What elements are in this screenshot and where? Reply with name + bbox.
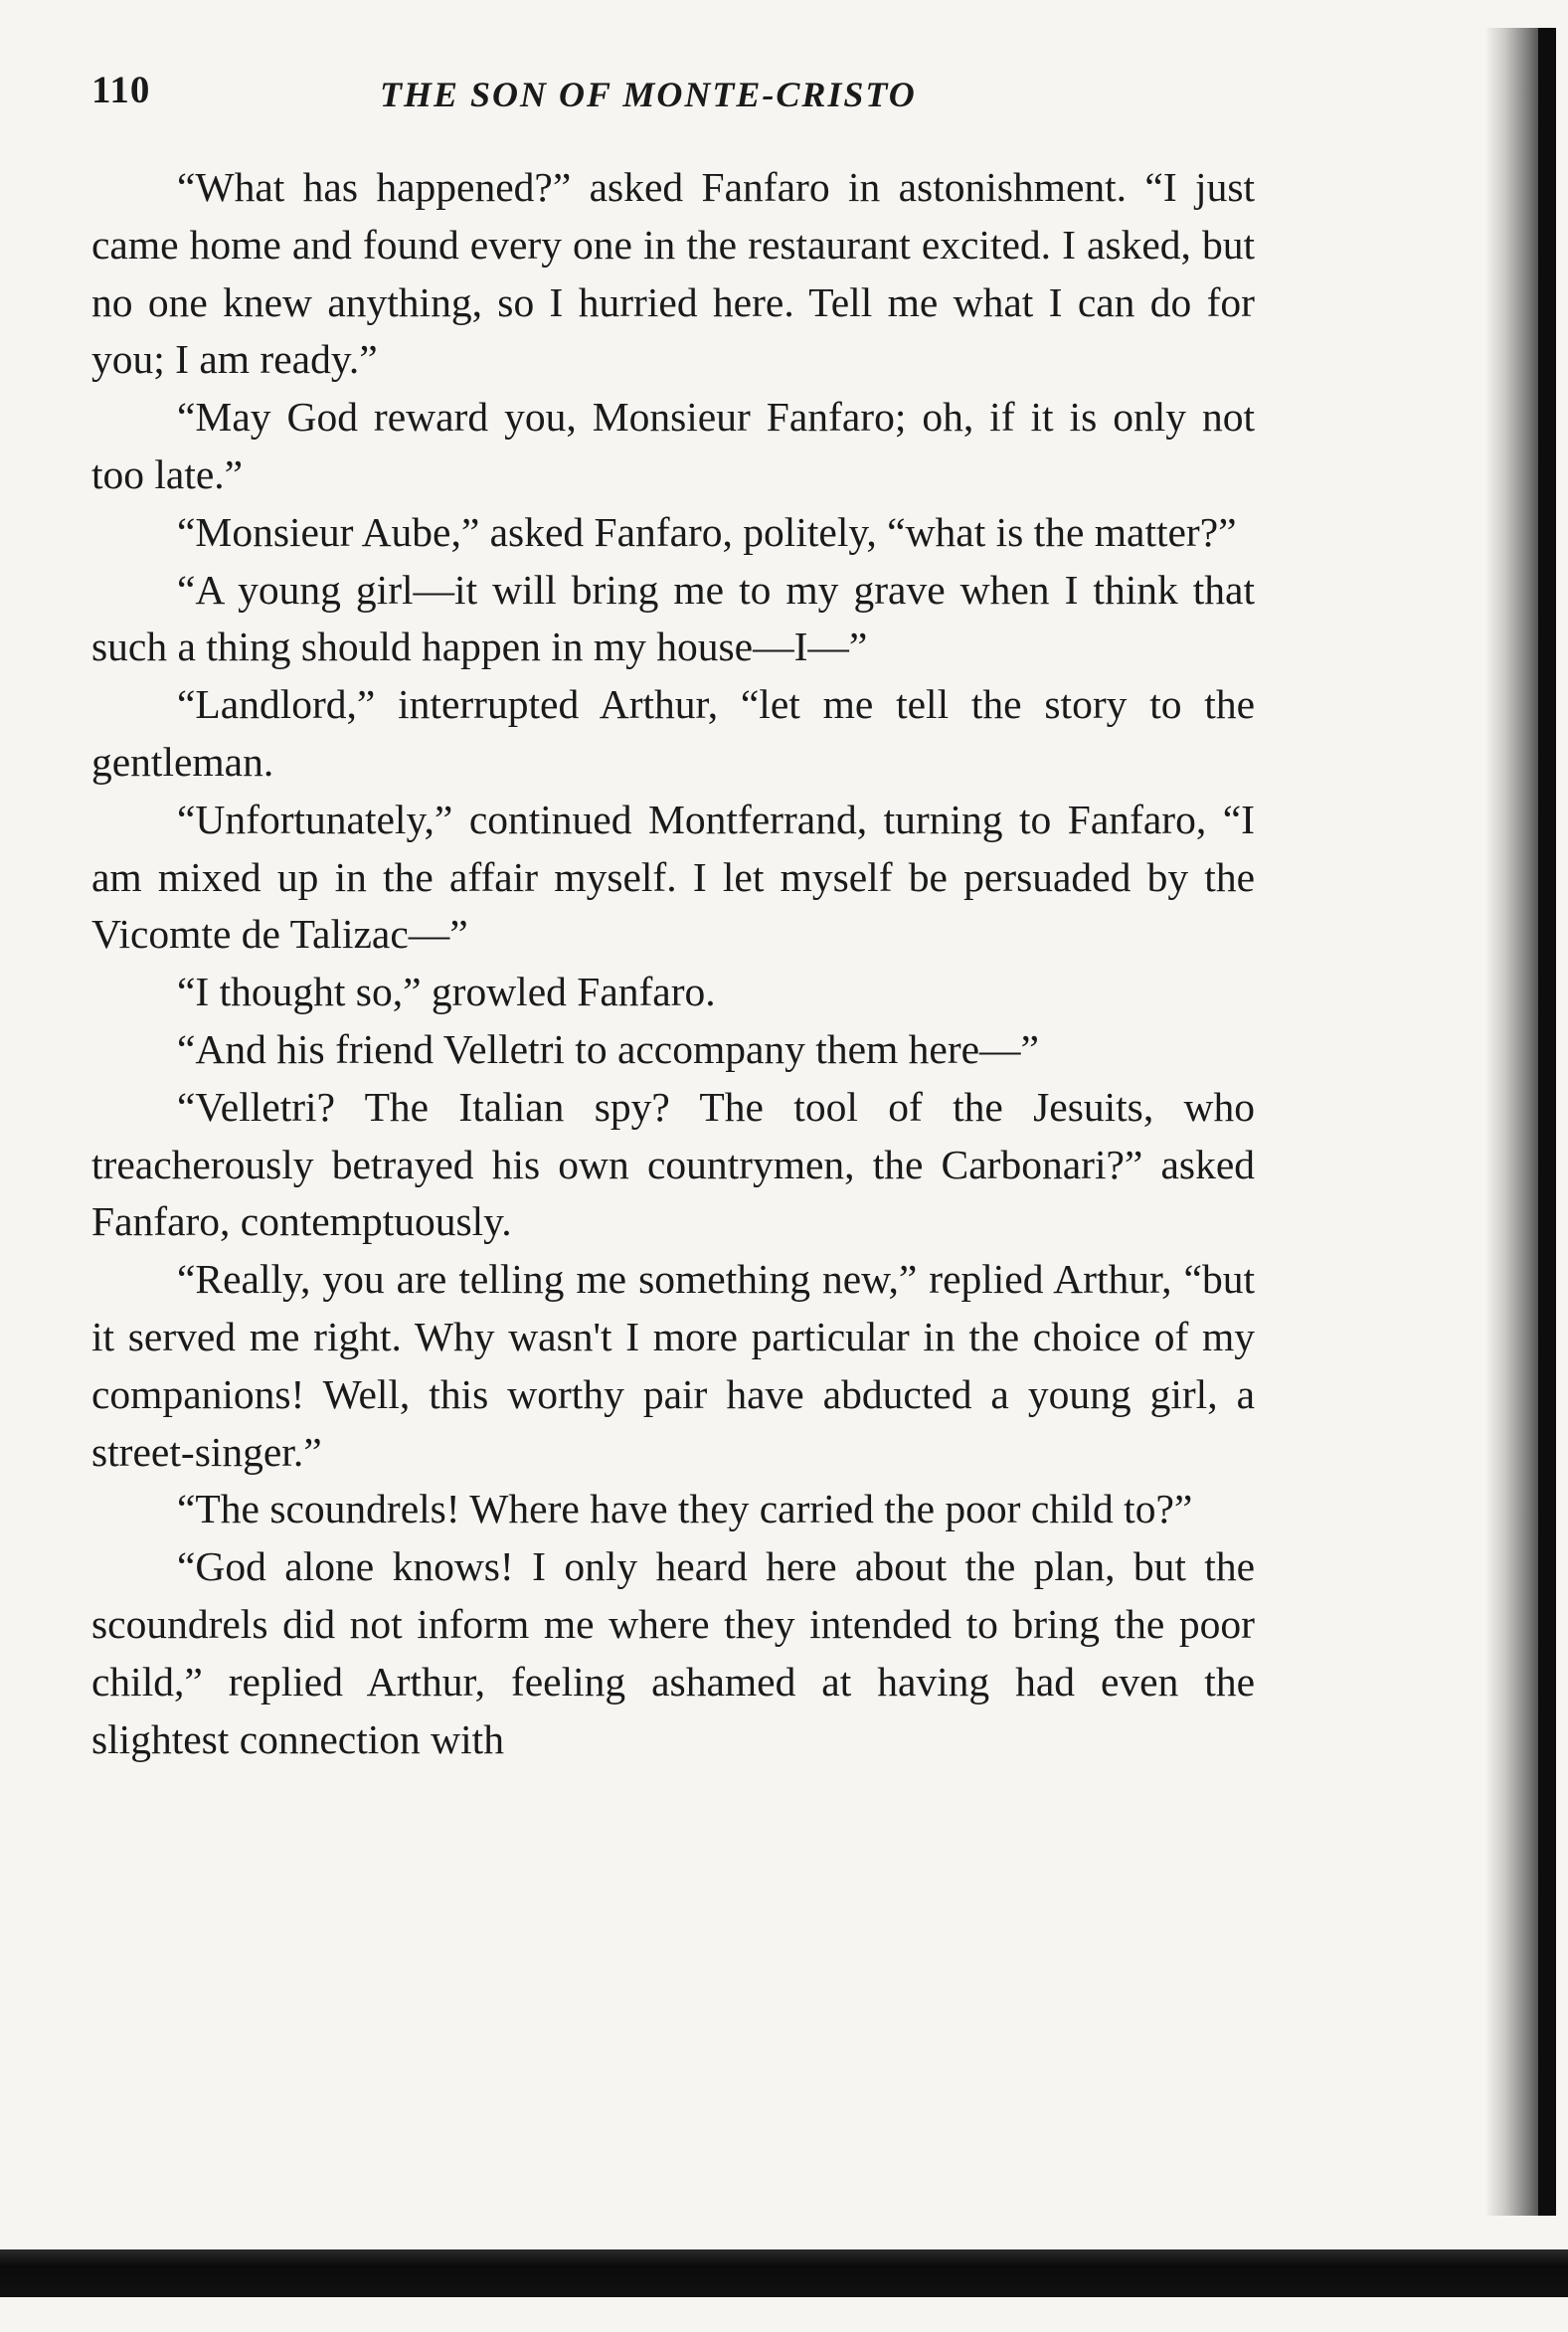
paragraph: “A young girl—it will bring me to my grave when I think that such a thing should happen in my house—I—” [91, 566, 1255, 670]
paragraph: “Really, you are telling me something new,” replied Arthur, “but it served me right. Why wasn't I more particular in the choice of my companions! Well, this worthy pair have abducted a young girl, a street-singer.” [91, 1256, 1255, 1475]
paragraph: “I thought so,” growled Fanfaro. [177, 969, 716, 1015]
running-title: THE SON OF MONTE-CRISTO [380, 75, 917, 114]
paragraph: “Monsieur Aube,” asked Fanfaro, politely, “what is the matter?” [177, 508, 1237, 555]
paragraph: “And his friend Velletri to accompany them here—” [177, 1025, 1039, 1072]
body-text [91, 159, 1255, 1768]
binding-edge-shadow [1484, 28, 1556, 2216]
paragraph: “Landlord,” interrupted Arthur, “let me tell the story to the gentleman. [91, 681, 1255, 785]
page-header [91, 68, 1265, 127]
paragraph: “Unfortunately,” continued Montferrand, turning to Fanfaro, “I am mixed up in the affair myself. I let myself be persuaded by the Vicomte de Talizac—” [91, 796, 1255, 958]
paragraph: “God alone knows! I only heard here about the plan, but the scoundrels did not inform me where they intended to bring the poor child,” replied Arthur, feeling ashamed at having had even the slightest connection with [91, 1543, 1255, 1762]
paragraph: “May God reward you, Monsieur Fanfaro; oh, if it is only not too late.” [91, 394, 1255, 497]
scan-bottom-band [0, 2249, 1568, 2297]
paragraph: “Velletri? The Italian spy? The tool of the Jesuits, who treacherously betrayed his own countrymen, the Carbonari?” asked Fanfaro, contemptuously. [91, 1083, 1255, 1245]
paragraph: “The scoundrels! Where have they carried the poor child to?” [177, 1486, 1193, 1532]
paragraph: “What has happened?” asked Fanfaro in astonishment. “I just came home and found every one in the restaurant excited. I asked, but no one knew anything, so I hurried here. Tell me what I can do for you; I am ready.” [91, 164, 1255, 383]
page-number: 110 [91, 69, 151, 111]
